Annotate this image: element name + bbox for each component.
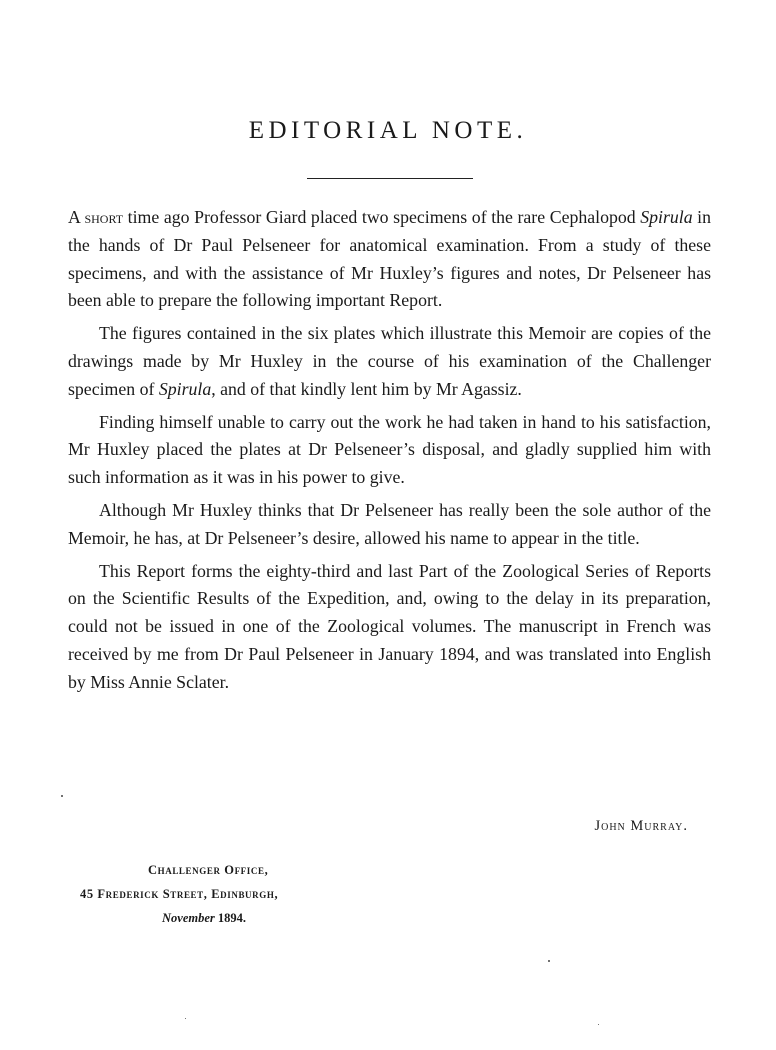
paragraph-1-lead-smallcaps: short: [84, 207, 124, 227]
print-speck: [61, 795, 63, 797]
paragraph-4: Although Mr Huxley thinks that Dr Pelseneer has really been the sole author of the Memoir, he has, at Dr Pelseneer’s desire, allowed his name to appear in the title.: [68, 499, 711, 548]
address-street: 45 Frederick Street, Edinburgh,: [80, 887, 279, 901]
print-speck: [598, 1024, 599, 1025]
paragraph-2: [68, 320, 711, 403]
page-title: EDITORIAL NOTE.: [248, 117, 528, 144]
paragraph-5: This Report forms the eighty-third and last Part of the Zoological Series of Reports on the Scientific Results of the Expedition, and, owing to the delay in its preparation, could not be issued in one of the Zoological volumes. The manuscript in French was received by me from Dr Paul Pelseneer in January 1894, and was translated into English by Miss Annie Sclater.: [68, 560, 711, 692]
paragraph-2-italic: Spirula: [158, 378, 212, 399]
paragraph-1: [68, 204, 711, 315]
paragraph-2-text-after: , and of that kindly lent him by Mr Agassiz.: [211, 378, 522, 399]
editorial-body: [68, 204, 711, 702]
print-speck: [548, 960, 550, 962]
print-speck: [185, 1018, 186, 1019]
paragraph-1-text-after: in the hands of Dr Paul Pelseneer for anatomical examination. From a study of these specimens, and with the assistance of Mr Huxley’s figures and notes, Dr Pelseneer has been able to prepare the following important Report.: [68, 207, 712, 311]
address-date: [80, 906, 360, 930]
title-divider: [307, 178, 473, 179]
paragraph-1-italic: Spirula: [640, 207, 693, 227]
address-year: 1894.: [214, 911, 247, 925]
signature: John Murray.: [594, 818, 688, 834]
address-block: [80, 858, 360, 930]
address-office: Challenger Office,: [148, 863, 269, 877]
paragraph-2-text: The figures contained in the six plates which illustrate this Memoir are copies of the drawings made by Mr Huxley in the course of his examination of the Challenger specimen of: [68, 323, 711, 399]
paragraph-3: Finding himself unable to carry out the work he had taken in hand to his satisfaction, Mr Huxley placed the plates at Dr Pelseneer’s disposal, and gladly supplied him with such information as it was in his power to give.: [68, 411, 711, 488]
paragraph-1-lead: A: [68, 207, 80, 227]
paragraph-1-text: time ago Professor Giard placed two specimens of the rare Cephalopod: [123, 207, 641, 227]
address-month: November: [162, 911, 215, 925]
